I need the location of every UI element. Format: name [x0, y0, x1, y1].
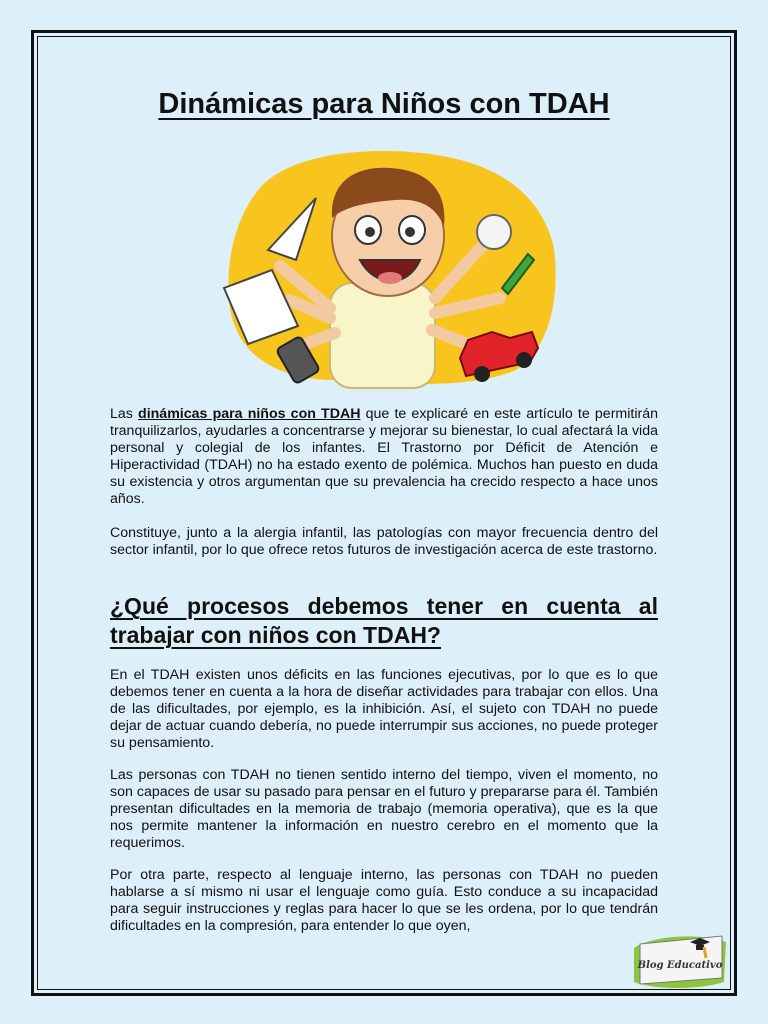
- section-heading: ¿Qué procesos debemos tener en cuenta al trabajar con niños con TDAH?: [110, 593, 658, 648]
- paragraph-3: En el TDAH existen unos déficits en las funciones ejecutivas, por lo que es lo que debemos tener en cuenta a la hora de diseñar actividades para trabajar con ellos. Una de las dificultades, por ejemplo, es la inhibición. Así, el sujeto con TDAH no puede dejar de actuar cuando debería, no puede interrumpir sus acciones, no puede proteger su pensamiento.: [110, 667, 658, 751]
- svg-text:Blog Educativo: Blog Educativo: [637, 960, 723, 971]
- paper-ball: [477, 215, 511, 249]
- paragraph-5: Por otra parte, respecto al lenguaje interno, las personas con TDAH no pueden hablarse a sí mismo ni usar el lenguaje como guía. Esto conduce a su incapacidad para seguir instrucciones y reglas para hacer lo que se les ordena, por lo que tendrán dificultades en la compresión, para entender lo que oyen,: [110, 867, 658, 934]
- intro-paragraph: Las dinámicas para niños con TDAH que te explicaré en este artículo te permitirán tranquilizarlos, ayudarles a concentrarse y mejorar su bienestar, lo cual afectará la vida personal y colegial de los infantes. El Trastorno por Déficit de Atención e Hiperactividad (TDAH) no ha estado exento de polémica. Muchos han puesto en duda su existencia y otros argumentan que su prevalencia ha crecido respecto a hace unos años.: [110, 406, 658, 507]
- page-title: Dinámicas para Niños con TDAH: [158, 88, 610, 120]
- paragraph-4: Las personas con TDAH no tienen sentido interno del tiempo, viven el momento, no son capaces de usar su pasado para pensar en el futuro y prepararse para él. También presentan dificultades en la memoria de trabajo (memoria operativa), que es la que nos permite mantener la información en nuestro cerebro en el momento que la requerimos.: [110, 767, 658, 851]
- child-illustration: [220, 148, 560, 394]
- blog-educativo-logo: [630, 928, 730, 992]
- article-link[interactable]: dinámicas para niños con TDAH: [138, 406, 361, 422]
- shirt: [330, 283, 435, 388]
- paragraph-2: Constituye, junto a la alergia infantil, las patologías con mayor frecuencia dentro del sector infantil, por lo que ofrece retos futuros de investigación acerca de este trastorno.: [110, 525, 658, 558]
